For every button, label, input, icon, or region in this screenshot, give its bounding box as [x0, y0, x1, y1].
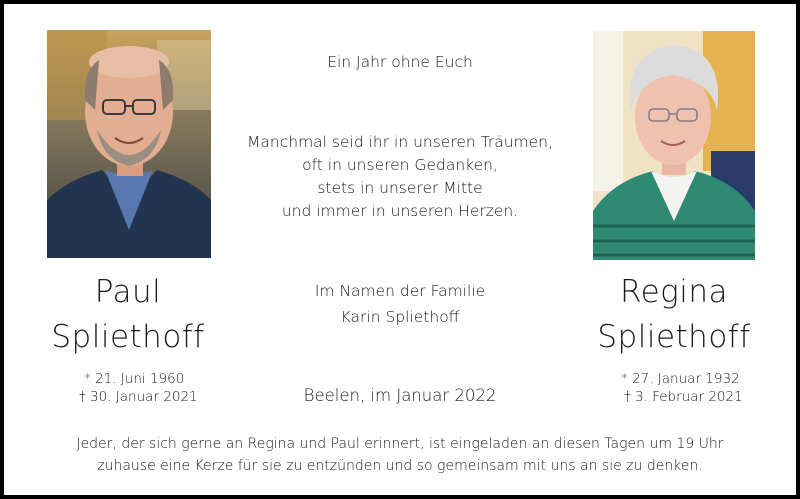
- poem-line: oft in unseren Gedanken,: [302, 156, 498, 174]
- photo-paul: [47, 30, 211, 258]
- photo-regina: [593, 31, 755, 260]
- regina-born-date: * 27. Januar 1932: [621, 371, 740, 387]
- poem-line: Manchmal seid ihr in unseren Träumen,: [247, 133, 553, 151]
- regina-last-name: Spliethoff: [597, 319, 751, 355]
- paul-last-name: Spliethoff: [51, 319, 205, 355]
- regina-death-date: † 3. Februar 2021: [624, 389, 743, 405]
- poem-line: und immer in unseren Herzen.: [281, 202, 519, 220]
- footer-line: Jeder, der sich gerne an Regina und Paul erinnert, ist eingeladen an diesen Tagen um 19 Uhr: [76, 436, 724, 452]
- paul-born-date: * 21. Juni 1960: [84, 371, 185, 387]
- signer-name: Karin Spliethoff: [340, 308, 460, 326]
- heading: Ein Jahr ohne Euch: [327, 53, 473, 71]
- memorial-card: [4, 4, 796, 495]
- family-line: Im Namen der Familie: [314, 282, 486, 300]
- place-date: Beelen, im Januar 2022: [303, 386, 497, 405]
- paul-first-name: Paul: [94, 274, 162, 310]
- regina-first-name: Regina: [619, 274, 729, 310]
- paul-death-date: † 30. Januar 2021: [79, 389, 198, 405]
- poem-line: stets in unserer Mitte: [317, 179, 483, 197]
- footer-line: zuhause eine Kerze für sie zu entzünden und so gemeinsam mit uns an sie zu denken.: [97, 458, 703, 474]
